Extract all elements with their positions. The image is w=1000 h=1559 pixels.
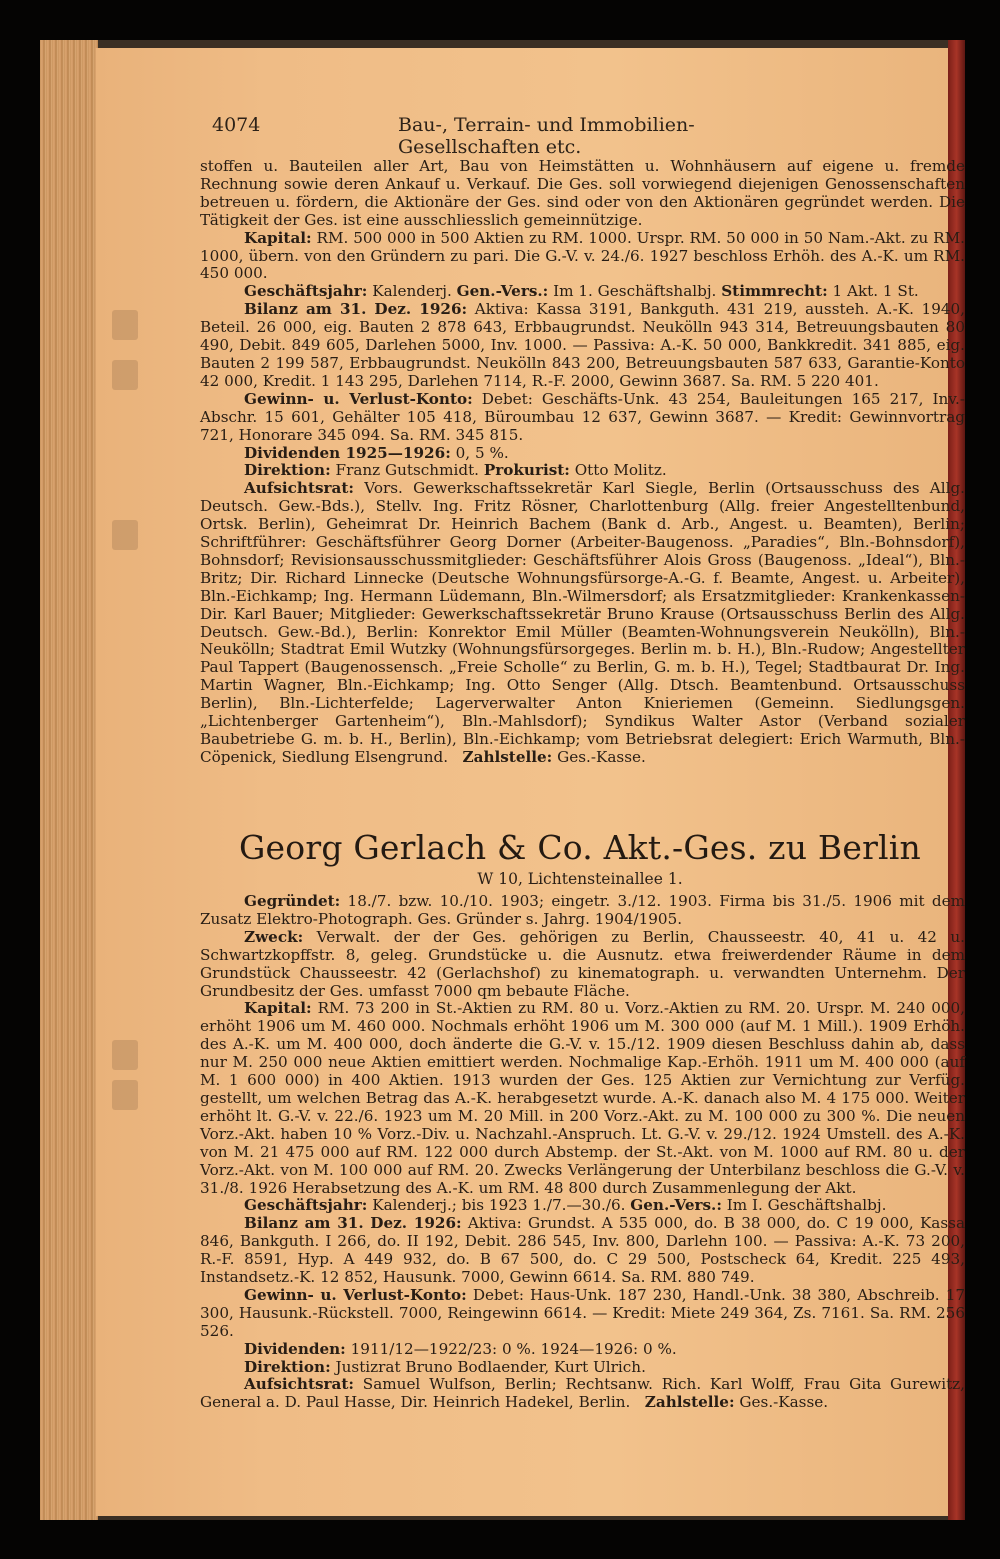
gen-vers-text: Im 1. Geschäftshalbj. [553, 282, 717, 301]
paragraph-aufsichtsrat [200, 1376, 965, 1412]
prokurist-text: Otto Molitz. [574, 461, 667, 480]
bilanz-text: Aktiva: Kassa 3191, Bankguth. 431 219, aussteh. A.-K. 1940, Beteil. 26 000, eig. Bauten 2 878 643, Erbbaugrundst. Neukölln 943 314, Betreuungsbauten 80 490, Debit. 849 605, Darlehen 5000, Inv. 1000. — Passiva: A.-K. 50 000, Bankkredit. 341 885, eig. Bauten 2 199 587, Erbbaugrundst. Neukölln 843 200, Betreuungsbauten 587 633, Garantie-Konto 42 000, Kredit. 1 143 295, Darlehen 7114, R.-F. 2000, Gewinn 3687. Sa. RM. 5 220 401. [200, 300, 966, 390]
paragraph-kapital [200, 230, 965, 284]
kapital-text: RM. 73 200 in St.-Aktien zu RM. 80 u. Vorz.-Aktien zu RM. 20. Urspr. M. 240 000, erhöht 1906 um M. 460 000. Nochmals erhöht 1906 um M. 300 000 (auf M. 1 Mill.). 1909 Erhöh. des A.-K. um M. 400 000, doch änderte die G.-V. v. 15./12. 1909 diesen Beschluss dahin ab, dass nur M. 250 000 neue Aktien emittiert werden. Nochmalige Kap.-Erhöh. 1911 um M. 400 000 (auf M. 1 600 000) in 400 Aktien. 1913 wurden der Ges. 125 Aktien zur Vernichtung zur Verfüg. gestellt, um welchen Betrag das A.-K. herabgesetzt wurde. A.-K. danach also M. 4 175 000. Weiter erhöht lt. G.-V. v. 22./6. 1923 um M. 20 Mill. in 200 Vorz.-Akt. zu M. 100 000 zu 300 %. Die neuen Vorz.-Akt. haben 10 % Vorz.-Div. u. Nachzahl.-Anspruch. Lt. G.-V. v. 29./12. 1924 Umstell. des A.-K. von M. 21 475 000 auf RM. 122 000 durch Abstemp. der St.-Akt. von M. 1000 auf RM. 80 u. der Vorz.-Akt. von M. 100 000 auf RM. 20. Zwecks Verlängerung der Unterbilanz beschloss die G.-V. v. 31./8. 1926 Herabsetzung des A.-K. um RM. 48 800 durch Zusammenlegung der Akt. [200, 999, 966, 1197]
paragraph-kapital [200, 1000, 965, 1197]
paragraph-direktion [200, 462, 965, 480]
label-dividenden: Dividenden 1925—1926: [244, 443, 451, 462]
bilanz-text: Aktiva: Grundst. A 535 000, do. B 38 000, do. C 19 000, Kassa 846, Bankguth. I 266, do. II 192, Debit. 286 545, Inv. 800, Darlehn 100. — Passiva: A.-K. 73 200, R.-F. 8591, Hyp. A 449 932, do. B 67 500, do. C 29 500, Postscheck 64, Kredit. 225 493, Instandsetz.-K. 12 852, Hausunk. 7000, Gewinn 6614. Sa. RM. 880 749. [200, 1214, 966, 1287]
bleed-through-mark [112, 360, 138, 390]
label-stimmrecht: Stimmrecht: [721, 282, 828, 301]
label-zahlstelle: Zahlstelle: [462, 747, 553, 766]
gewinn-verlust-text: Debet: Haus-Unk. 187 230, Handl.-Unk. 38 380, Abschreib. 17 300, Hausunk.-Rückstell. 7000, Reingewinn 6614. — Kredit: Miete 249 364, Zs. 7161. Sa. RM. 256 526. [200, 1285, 966, 1340]
paragraph-dividenden [200, 445, 965, 463]
label-aufsichtsrat: Aufsichtsrat: [244, 479, 354, 498]
paragraph-gegruendet [200, 893, 965, 929]
paragraph-bilanz [200, 301, 965, 391]
label-gewinn-verlust: Gewinn- u. Verlust-Konto: [244, 389, 473, 408]
label-gegruendet: Gegründet: [244, 892, 341, 910]
label-gewinn-verlust: Gewinn- u. Verlust-Konto: [244, 1285, 467, 1304]
bleed-through-mark [112, 1080, 138, 1110]
zahlstelle-text: Ges.-Kasse. [557, 747, 646, 766]
label-prokurist: Prokurist: [483, 461, 570, 480]
dividenden-text: 0, 5 %. [455, 443, 509, 462]
label-kapital: Kapital: [244, 999, 312, 1018]
aufsichtsrat-text: Vors. Gewerkschaftssekretär Karl Siegle, Berlin (Ortsausschuss des Allg. Deutsch. Gew.-Bds.), Stellv. Ing. Fritz Rösner, Charlottenburg (Allg. freier Angestelltenbund, Ortsk. Berlin), Geheimrat Dr. Heinrich Bachem (Bank d. Arb., Angest. u. Beamten), Berlin; Schriftführer: Geschäftsführer Georg Dorner (Arbeiter-Baugenoss. „Paradies“, Bln.-Bohnsdorf), Bohnsdorf; Revisionsausschussmitglieder: Geschäftsführer Alois Gross (Baugenoss. „Ideal“), Bln.-Britz; Dir. Richard Linnecke (Deutsche Wohnungsfürsorge-A.-G. f. Beamte, Angest. u. Arbeiter), Bln.-Eichkamp; Ing. Hermann Lüdemann, Bln.-Wilmersdorf; als Ersatzmitglieder: Krankenkassen-Dir. Karl Bauer; Mitglieder: Gewerkschaftssekretär Bruno Krause (Ortsausschuss Berlin des Allg. Deutsch. Gew.-Bd.), Berlin: Konrektor Emil Müller (Beamten-Wohnungsverein Neukölln), Bln.-Neukölln; Stadtrat Emil Wutzky (Wohnungsfürsorgeges. Berlin m. b. H.), Bln.-Rudow; Angestellter Paul Tappert (Baugenossensch. „Freie Scholle“ zu Berlin, G. m. b. H.), Tegel; Stadtbaurat Dr. Ing. Martin Wagner, Bln.-Eichkamp; Ing. Otto Senger (Allg. Dtsch. Beamtenbund. Ortsausschuss Berlin), Bln.-Lichterfelde; Lagerverwalter Anton Knieriemen (Gemeinn. Siedlungsgen. „Lichtenberger Gartenheim“), Bln.-Mahlsdorf); Syndikus Walter Astor (Verband sozialer Baubetriebe G. m. b. H., Berlin), Bln.-Eichkamp; vom Betriebsrat delegiert: Erich Warmuth, Bln.-Cöpenick, Siedlung Elsengrund. [200, 479, 965, 766]
paragraph-gewinn-verlust [200, 1287, 965, 1341]
label-zahlstelle: Zahlstelle: [644, 1393, 735, 1412]
label-kapital: Kapital: [244, 228, 312, 247]
paragraph-geschaeftsjahr [200, 283, 965, 301]
paragraph-direktion [200, 1359, 965, 1377]
stimmrecht-text: 1 Akt. 1 St. [832, 282, 919, 301]
gegruendet-text: 18./7. bzw. 10./10. 1903; eingetr. 3./12. 1903. Firma bis 31./5. 1906 mit dem Zusatz Elektro-Photograph. Ges. Gründer s. Jahrg. 1904/1905. [200, 892, 965, 928]
gewinn-verlust-text: Debet: Geschäfts-Unk. 43 254, Bauleitungen 165 217, Inv.-Abschr. 15 601, Gehälter 105 418, Büroumbau 12 637, Gewinn 3687. — Kredit: Gewinnvortrag 721, Honorare 345 094. Sa. RM. 345 815. [200, 389, 966, 444]
label-bilanz: Bilanz am 31. Dez. 1926: [244, 300, 468, 319]
zahlstelle-text: Ges.-Kasse. [739, 1393, 829, 1412]
paragraph-geschaeftsjahr [200, 1197, 965, 1215]
paragraph-zweck-continued: stoffen u. Bauteilen aller Art, Bau von Heimstätten u. Wohnhäusern auf eigene u. fremde Rechnung sowie deren Ankauf u. Verkauf. Die Ges. soll vorwiegend diejenigen Genossenschaften betreuen u. fördern, die Aktionäre der Ges. sind oder von den Aktionären gegründet werden. Die Tätigkeit der Ges. ist eine ausschliesslich gemeinnützige. [200, 157, 965, 229]
label-direktion: Direktion: [244, 1357, 331, 1376]
dividenden-text: 1911/12—1922/23: 0 %. 1924—1926: 0 %. [350, 1339, 677, 1358]
geschaeftsjahr-text: Kalenderj.; bis 1923 1./7.—30./6. [372, 1196, 626, 1215]
geschaeftsjahr-text: Kalenderj. [372, 282, 452, 301]
running-title: Bau-, Terrain- und Immobilien-Gesellschaften etc. [398, 114, 695, 158]
label-geschaeftsjahr: Geschäftsjahr: [244, 282, 368, 301]
gen-vers-text: Im I. Geschäftshalbj. [726, 1196, 887, 1215]
aufsichtsrat-text: Samuel Wulfson, Berlin; Rechtsanw. Rich. Karl Wolff, Frau Gita Gurewitz, General a. D. Paul Hasse, Dir. Heinrich Hadekel, Berlin. [200, 1375, 965, 1412]
company-address: W 10, Lichtensteinallee 1. [477, 870, 683, 888]
direktion-text: Franz Gutschmidt. [335, 461, 480, 480]
label-gen-vers: Gen.-Vers.: [630, 1196, 722, 1215]
bleed-through-mark [112, 1040, 138, 1070]
label-zweck: Zweck: [244, 927, 304, 946]
direktion-text: Justizrat Bruno Bodlaender, Kurt Ulrich. [335, 1357, 646, 1376]
label-bilanz: Bilanz am 31. Dez. 1926: [244, 1214, 462, 1233]
label-geschaeftsjahr: Geschäftsjahr: [244, 1196, 368, 1215]
page-edges [40, 40, 98, 1520]
paragraph-bilanz [200, 1215, 965, 1287]
company-entry [200, 893, 965, 1412]
zweck-text: Verwalt. der der Ges. gehörigen zu Berlin, Chausseestr. 40, 41 u. 42 u. Schwartzkopffstr. 8, geleg. Grundstücke u. die Ausnutz. etwa freiwerdender Räume in dem Grundstück Chausseestr. 42 (Gerlachshof) zu kinematograph. u. verwandten Unternehm. Der Grundbesitz der Ges. umfasst 7000 qm bebaute Fläche. [200, 927, 965, 1000]
kapital-text: RM. 500 000 in 500 Aktien zu RM. 1000. Urspr. RM. 50 000 in 50 Nam.-Akt. zu RM. 1000, übern. von den Gründern zu pari. Die G.-V. v. 24./6. 1927 beschloss Erhöh. des A.-K. um RM. 450 000. [200, 228, 965, 283]
page-number: 4074 [212, 114, 261, 136]
paragraph-gewinn-verlust [200, 391, 965, 445]
entry-continuation [200, 158, 965, 767]
paragraph-aufsichtsrat [200, 480, 965, 767]
bleed-through-mark [112, 310, 138, 340]
bleed-through-mark [112, 520, 138, 550]
paragraph-dividenden [200, 1341, 965, 1359]
label-direktion: Direktion: [244, 461, 331, 480]
company-title: Georg Gerlach & Co. Akt.-Ges. zu Berlin [238, 828, 922, 867]
paragraph-zweck [200, 929, 965, 1001]
label-aufsichtsrat: Aufsichtsrat: [244, 1375, 354, 1394]
label-dividenden: Dividenden: [244, 1339, 346, 1358]
label-gen-vers: Gen.-Vers.: [456, 282, 549, 301]
